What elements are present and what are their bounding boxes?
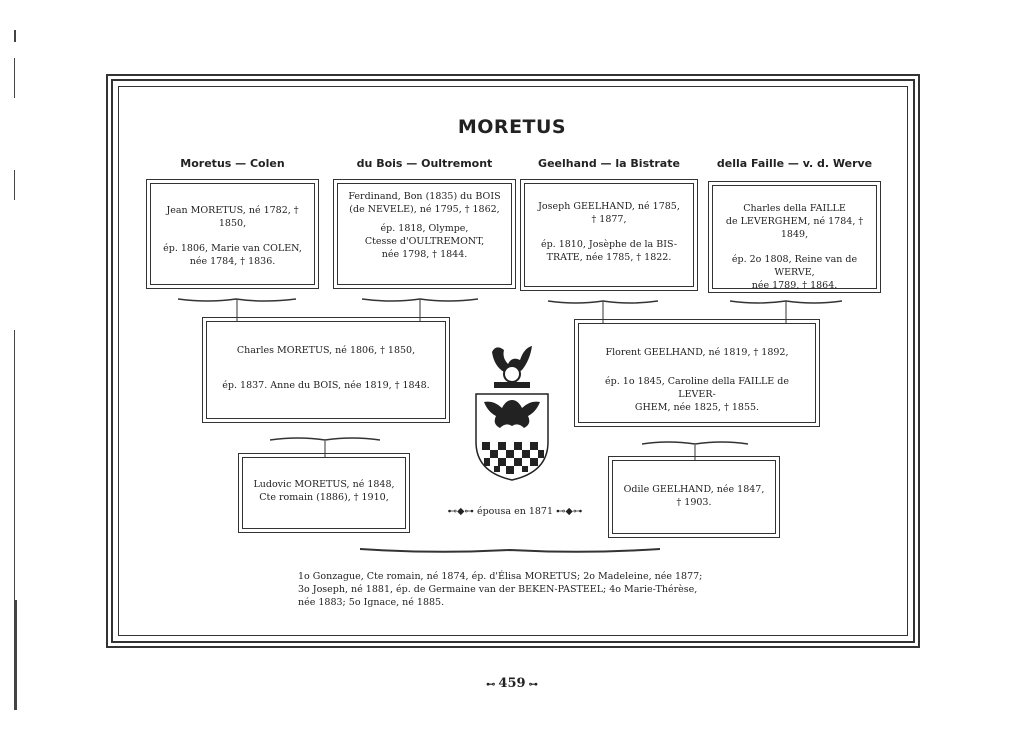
family-header-1: Moretus — Colen	[180, 157, 285, 170]
connector-brace	[360, 546, 660, 558]
page-number: ⊷ 459 ⊶	[486, 676, 538, 691]
ornament-arrow-icon: ⊷	[486, 680, 499, 690]
ornament-arrow-icon: ⊶	[525, 680, 538, 690]
scan-mark	[14, 58, 15, 98]
page-title: MORETUS	[457, 116, 567, 138]
family-header-3: Geelhand — la Bistrate	[538, 157, 680, 170]
person-box-jean-moretus: Jean MORETUS, né 1782, † 1850, ép. 1806, Marie van COLEN, née 1784, † 1836.	[150, 183, 315, 285]
connector-brace	[730, 299, 842, 311]
marriage-note	[440, 506, 590, 517]
connector-brace	[362, 297, 478, 309]
scan-mark	[14, 600, 17, 710]
ornament-arrow-icon: ⊷◆⊶	[447, 506, 474, 517]
person-box-ludovic-moretus: Ludovic MORETUS, né 1848, Cte romain (1886), † 1910,	[242, 457, 406, 529]
scan-mark	[14, 30, 16, 42]
person-box-florent-geelhand: Florent GEELHAND, né 1819, † 1892, ép. 1o 1845, Caroline della FAILLE de LEVER- GHEM, née 1825, † 1855.	[578, 323, 816, 423]
marriage-label: épousa en 1871	[476, 506, 554, 517]
children-footnote: 1o Gonzague, Cte romain, né 1874, ép. d'Élisa MORETUS; 2o Madeleine, née 1877; 3o Joseph, né 1881, ép. de Germaine van der BEKEN-PASTEEL; 4o Marie-Thérèse, née 1883; 5o Ignace, né 1885.	[298, 571, 703, 608]
coat-of-arms-icon	[474, 342, 550, 482]
connector-brace	[642, 438, 748, 450]
connector-brace	[548, 299, 658, 311]
person-box-charles-moretus: Charles MORETUS, né 1806, † 1850, ép. 1837. Anne du BOIS, née 1819, † 1848.	[206, 321, 446, 419]
ornament-arrow-icon: ⊷◆⊶	[556, 506, 583, 517]
person-box-joseph-geelhand: Joseph GEELHAND, né 1785, † 1877, ép. 1810, Josèphe de la BIS- TRATE, née 1785, † 1822.	[524, 183, 694, 287]
connector-brace	[178, 297, 296, 309]
person-box-odile-geelhand: Odile GEELHAND, née 1847, † 1903.	[612, 460, 776, 534]
family-header-2: du Bois — Oultremont	[356, 157, 493, 170]
person-box-ferdinand-du-bois: Ferdinand, Bon (1835) du BOIS (de NEVELE), né 1795, † 1862, ép. 1818, Olympe, Ctesse d'OULTREMONT, née 1798, † 1844.	[337, 183, 512, 285]
family-header-4: della Faille — v. d. Werve	[716, 157, 873, 170]
person-box-charles-della-faille: Charles della FAILLE de LEVERGHEM, né 1784, † 1849, ép. 2o 1808, Reine van de WERVE, née 1789, † 1864.	[712, 185, 877, 289]
connector-brace	[270, 434, 380, 446]
scan-mark	[14, 170, 15, 200]
